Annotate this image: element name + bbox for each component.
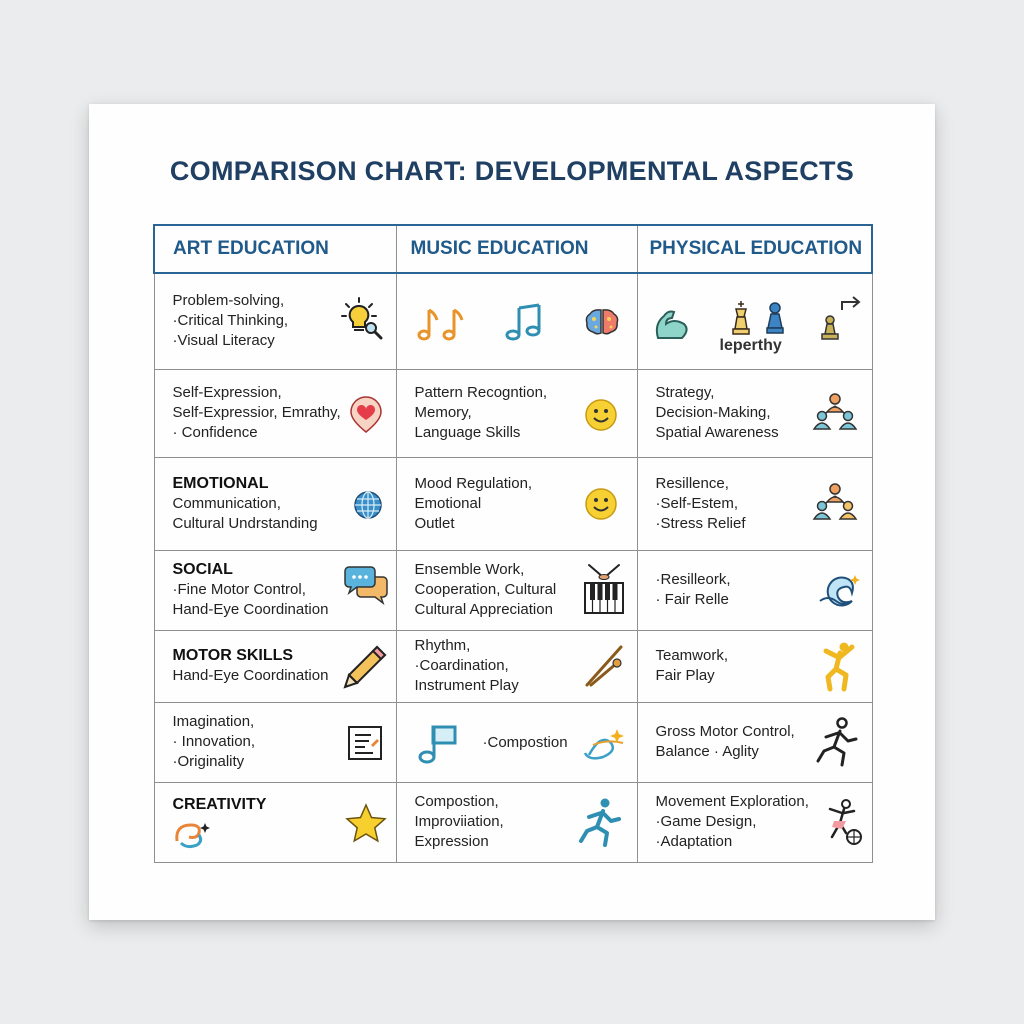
cell-line: Emotional [414,494,482,512]
chat-bubbles-icon [343,565,389,605]
cell-line: Decision-Making, [655,404,771,421]
muscle-arm-icon [654,306,692,342]
chess-king-icon [730,300,752,336]
cell-text [415,383,590,443]
jumping-figure-icon [820,641,860,693]
table-cell [637,702,872,782]
music-notes-icon [417,304,471,342]
globe-icon [353,490,383,520]
table-cell [154,457,396,550]
cell-line: Cultural Undrstanding [172,514,318,532]
table-row [154,702,872,782]
music-note-icon [505,302,545,342]
cell-line: Instrument Play [414,677,519,694]
table-cell [154,369,396,457]
cell-text [415,560,590,620]
table-cell [396,782,637,862]
pawn-arrow-icon [820,296,864,344]
smiley-icon [584,398,618,432]
wave-icon [818,571,860,609]
cell-line: ·Self-Estem, [655,494,739,512]
cell-text [173,383,348,443]
cell-line: Self-Expressior, Emrathy, [172,404,341,421]
sketch-note-icon [347,725,383,761]
cell-line: Cultural Appreciation [414,601,553,618]
comparison-table [153,224,873,863]
cell-line: ·Visual Literacy [172,332,275,350]
cell-text [656,383,831,443]
table-cell [637,457,872,550]
table-cell [396,369,637,457]
cell-line: ·Originality [172,753,245,770]
cell-line: ·Game Design, [655,813,757,830]
cell-line: Spatial Awareness [655,424,779,441]
table-row [154,630,872,702]
cell-line: Movement Exploration, [655,793,809,810]
cell-line: ·Stress Relief [655,514,746,532]
table-cell [637,369,872,457]
cell-line: Communication, [172,494,281,512]
cell-text [173,291,348,351]
cell-line: Memory, [414,404,472,421]
cell-line: ·Resilleork, [655,571,731,588]
table-cell [396,630,637,702]
cell-heading: EMOTIONAL [172,474,269,492]
cell-text [656,646,831,686]
table-row [154,782,872,862]
table-cell [396,550,637,630]
cell-line: Compostion, [414,793,499,810]
swirl-icon [173,819,213,849]
cell-caption: leperthy [719,337,782,354]
chess-pawn-icon [764,300,786,336]
column-header-music: MUSIC EDUCATION [396,225,637,273]
table-row [154,369,872,457]
table-row [154,457,872,550]
brain-icon [585,307,619,337]
cell-line: · Confidence [172,424,258,441]
cell-heading: MOTOR SKILLS [172,647,294,664]
cell-text [173,795,348,815]
cell-line: Expression [414,833,489,850]
cell-line: Teamwork, [655,647,729,664]
drumsticks-icon [583,643,625,689]
table-cell [637,550,872,630]
cell-line: Strategy, [655,384,715,401]
cell-line: ·Fine Motor Control, [172,581,306,598]
runner-icon [814,717,858,767]
page-title: COMPARISON CHART: DEVELOPMENTAL ASPECTS [169,156,855,186]
table-cell [396,702,637,782]
music-note-swirl-icon [583,725,627,763]
cell-text [656,474,831,534]
cell-line: Ensemble Work, [414,561,525,578]
chart-card [89,104,935,920]
cell-line: · Fair Relle [655,591,729,608]
music-note-icon [417,723,459,765]
star-icon [345,803,387,843]
cell-line: · Innovation, [172,733,256,750]
cell-line: Language Skills [414,424,521,441]
cell-line: Rhythm, [414,637,471,654]
cell-line: ·Adaptation [655,833,733,850]
table-cell [637,782,872,862]
cell-line: Outlet [414,514,455,532]
cell-line: Cooperation, Cultural [414,581,557,598]
lightbulb-icon [341,296,385,342]
cell-text [656,722,831,762]
column-header-art: ART EDUCATION [154,225,396,273]
cell-text [173,712,348,772]
table-cell [154,702,396,782]
table-row [154,273,872,369]
cell-heading: CREATIVITY [172,795,267,813]
cell-line: ·Compostion [482,733,568,751]
people-network-icon [810,482,860,522]
table-cell [396,273,637,369]
table-cell [637,630,872,702]
piano-icon [583,563,625,615]
cell-line: Pattern Recogntion, [414,384,548,401]
table-cell [396,457,637,550]
cell-text [656,792,831,852]
cell-text [415,636,590,696]
table-cell [637,273,872,369]
column-header-physical: PHYSICAL EDUCATION [637,225,872,273]
cell-line: Gross Motor Control, [655,723,795,740]
cell-line: ·Critical Thinking, [172,312,289,330]
people-network-icon [810,392,860,432]
pencil-icon [343,645,387,689]
table-row [154,550,872,630]
cell-text [656,570,831,610]
dancer-ball-icon [824,799,864,847]
table-cell [154,550,396,630]
cell-text [173,560,348,620]
cell-line: Hand-Eye Coordination [172,601,329,618]
cell-line: Improviiation, [414,813,504,830]
cell-line: Self-Expression, [172,384,282,401]
cell-line: Imagination, [172,713,255,730]
cell-text [173,474,348,534]
cell-line: Hand-Eye Coordination [172,667,329,684]
table-cell [154,782,396,862]
cell-line: ·Coardination, [414,657,509,674]
cell-text [173,646,348,686]
cell-line: Problem-solving, [172,292,285,310]
table-cell [154,630,396,702]
cell-line: Fair Play [655,667,715,684]
cell-text [415,792,590,852]
smiley-icon [584,487,618,521]
table-cell [154,273,396,369]
cell-line: Balance · Aglity [655,743,759,760]
header-row [154,225,872,273]
cell-heading: SOCIAL [172,561,233,578]
runner-icon [577,797,621,847]
heart-pin-icon [349,396,383,434]
cell-text [415,474,590,534]
cell-line: Mood Regulation, [414,474,533,492]
cell-line: Resillence, [655,474,729,492]
